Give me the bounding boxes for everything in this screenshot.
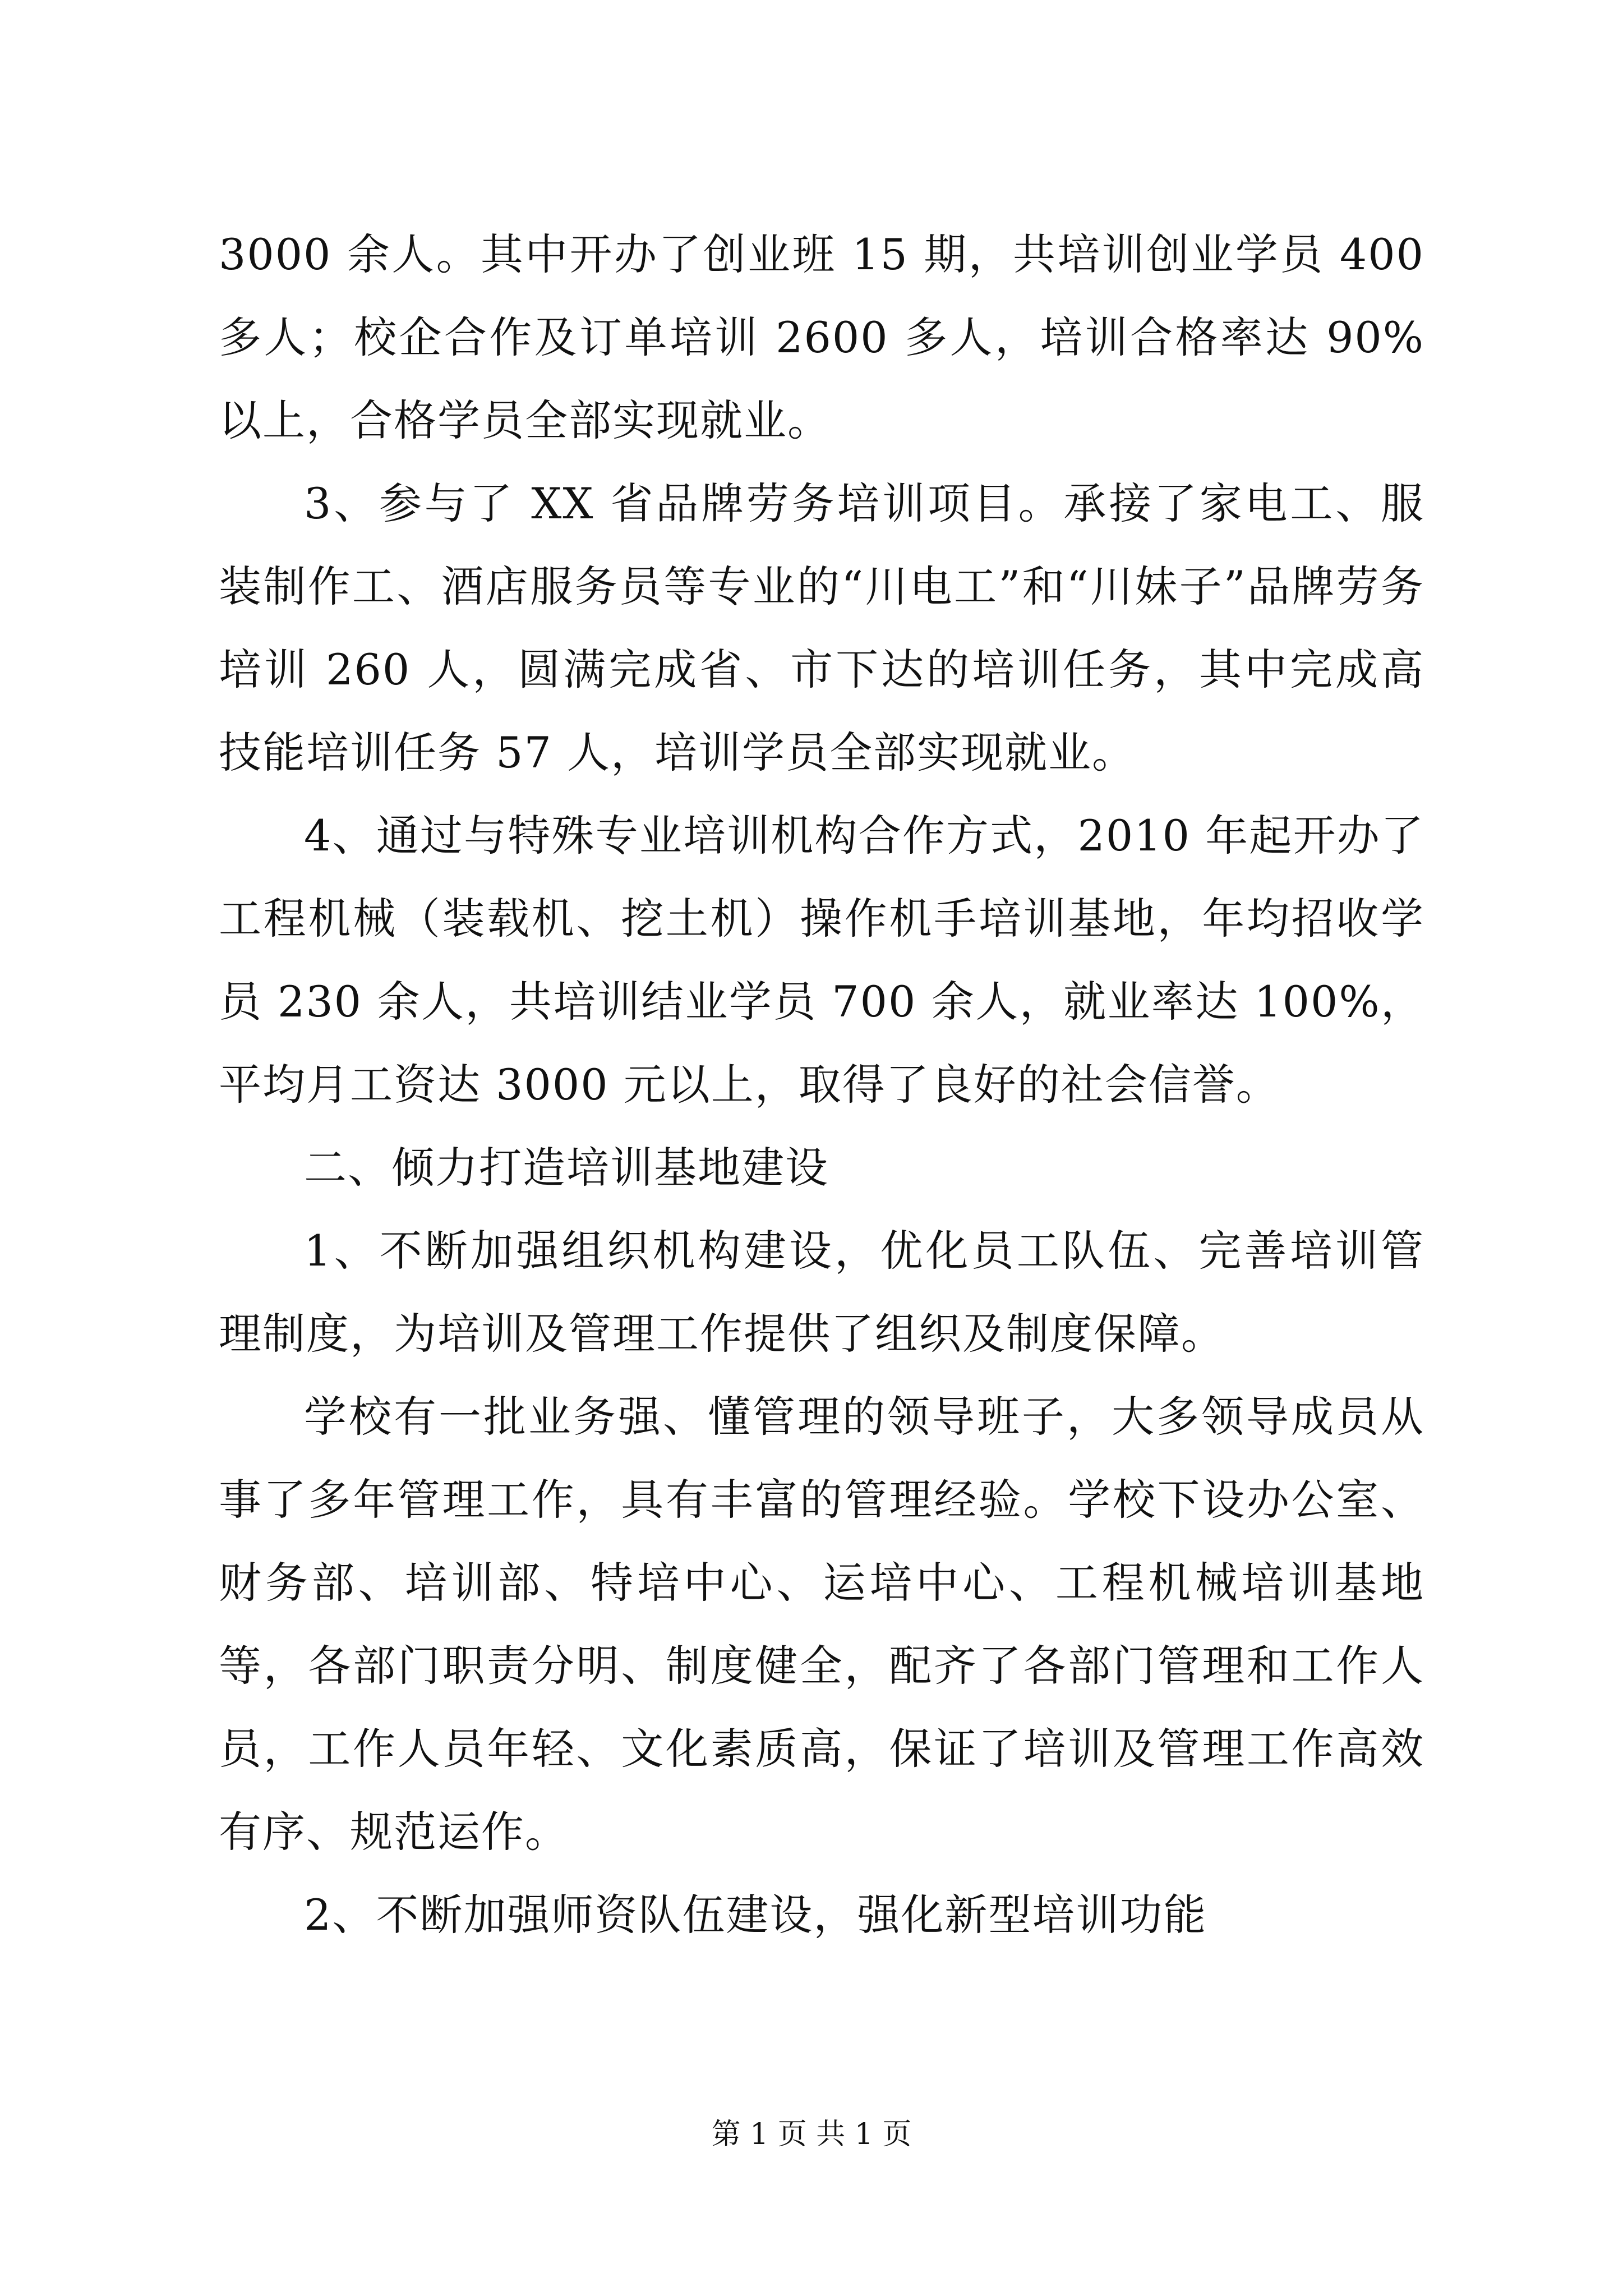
paragraph-item-2: 2、不断加强师资队伍建设，强化新型培训功能	[304, 1890, 1207, 1940]
paragraph-item-3: 3、参与了 XX 省品牌劳务培训项目。承接了家电工、服装制作工、酒店服务员等专业的“川电工”和“川妹子”品牌劳务培训 260 人，圆满完成省、市下达的培训任务，其中完成高技能培训任务 57 人，培训学员全部实现就业。	[219, 478, 1424, 777]
paragraph-school-overview: 学校有一批业务强、懂管理的领导班子，大多领导成员从事了多年管理工作，具有丰富的管理经验。学校下设办公室、财务部、培训部、特培中心、运培中心、工程机械培训基地等，各部门职责分明、制度健全，配齐了各部门管理和工作人员，工作人员年轻、文化素质高，保证了培训及管理工作高效有序、规范运作。	[219, 1392, 1424, 1857]
page-footer: 第 1 页 共 1 页	[711, 2118, 912, 2151]
paragraph-continuation: 3000 余人。其中开办了创业班 15 期，共培训创业学员 400 多人；校企合作及订单培训 2600 多人，培训合格率达 90%以上，合格学员全部实现就业。	[219, 229, 1424, 445]
paragraph-item-4: 4、通过与特殊专业培训机构合作方式，2010 年起开办了工程机械（装载机、挖土机）操作机手培训基地，年均招收学员 230 余人，共培训结业学员 700 余人，就业率达 100%，平均月工资达 3000 元以上，取得了良好的社会信誉。	[219, 811, 1424, 1110]
paragraph-item-1: 1、不断加强组织机构建设，优化员工队伍、完善培训管理制度，为培训及管理工作提供了组织及制度保障。	[219, 1226, 1424, 1359]
section-heading: 二、倾力打造培训基地建设	[304, 1143, 829, 1193]
document-body	[219, 213, 1424, 1957]
